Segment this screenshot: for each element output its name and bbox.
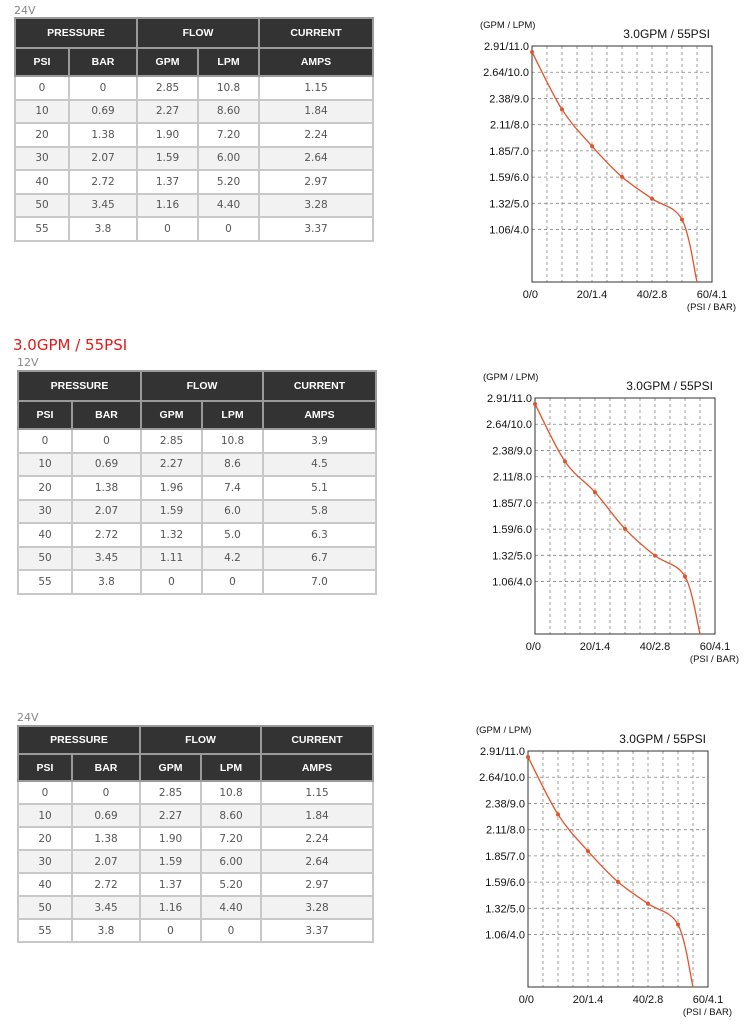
y-tick-label: 2.38/9.0: [489, 93, 529, 106]
cell: 0.69: [72, 453, 141, 477]
x-axis-label: (PSI / BAR): [682, 1007, 732, 1018]
cell: 1.37: [140, 873, 201, 896]
cell: 6.3: [263, 523, 376, 547]
cell: 0: [140, 919, 201, 942]
cell: 55: [18, 570, 72, 594]
cell: 1.96: [141, 476, 202, 500]
header-current: CURRENT: [263, 371, 376, 401]
cell: 4.40: [201, 896, 261, 919]
cell: 20: [15, 123, 69, 147]
cell: 30: [15, 147, 69, 171]
header-amps: AMPS: [259, 48, 373, 76]
cell: 2.72: [69, 170, 137, 194]
cell: 2.72: [72, 873, 140, 896]
y-tick-label: 2.38/9.0: [492, 445, 532, 458]
cell: 40: [15, 170, 69, 194]
cell: 6.0: [202, 500, 263, 524]
cell: 7.20: [198, 123, 259, 147]
cell: 2.24: [261, 827, 373, 850]
header-bar: BAR: [72, 401, 141, 429]
cell: 10: [15, 100, 69, 124]
data-point: [646, 902, 650, 906]
cell: 0: [18, 781, 72, 804]
header-amps: AMPS: [261, 754, 373, 781]
cell: 1.37: [137, 170, 198, 194]
y-tick-label: 1.06/4.0: [485, 929, 525, 942]
y-axis-label: (GPM / LPM): [483, 372, 539, 383]
y-tick-label: 1.32/5.0: [489, 198, 529, 211]
cell: 1.15: [261, 781, 373, 804]
cell: 5.8: [263, 500, 376, 524]
cell: 0: [137, 217, 198, 241]
cell: 3.8: [72, 919, 140, 942]
cell: 0.69: [69, 100, 137, 124]
y-tick-label: 2.91/11.0: [479, 746, 525, 758]
voltage-label: 24V: [14, 4, 36, 17]
cell: 1.90: [137, 123, 198, 147]
cell: 6.00: [201, 850, 261, 873]
header-lpm: LPM: [198, 48, 259, 76]
header-lpm: LPM: [201, 754, 261, 781]
x-tick-label: 40/2.8: [636, 289, 668, 301]
y-tick-label: 1.06/4.0: [492, 576, 532, 589]
cell: 10.8: [198, 76, 259, 100]
cell: 2.97: [259, 170, 373, 194]
cell: 0: [198, 217, 259, 241]
y-tick-label: 2.91/11.0: [483, 41, 529, 53]
cell: 1.15: [259, 76, 373, 100]
cell: 2.07: [72, 850, 140, 873]
y-tick-label: 1.32/5.0: [492, 550, 532, 563]
cell: 50: [18, 896, 72, 919]
cell: 0: [69, 76, 137, 100]
cell: 5.20: [198, 170, 259, 194]
cell: 6.7: [263, 547, 376, 571]
header-flow: FLOW: [140, 726, 261, 754]
cell: 5.1: [263, 476, 376, 500]
cell: 10: [18, 453, 72, 477]
header-gpm: GPM: [141, 401, 202, 429]
cell: 2.27: [137, 100, 198, 124]
cell: 55: [15, 217, 69, 241]
cell: 2.64: [261, 850, 373, 873]
cell: 50: [18, 547, 72, 571]
y-tick-label: 1.59/6.0: [492, 524, 532, 537]
cell: 2.24: [259, 123, 373, 147]
y-tick-label: 1.59/6.0: [485, 877, 525, 890]
cell: 3.28: [261, 896, 373, 919]
series-line: [528, 757, 693, 987]
cell: 1.59: [137, 147, 198, 171]
header-pressure: PRESSURE: [18, 726, 140, 754]
cell: 1.84: [261, 804, 373, 827]
cell: 20: [18, 476, 72, 500]
header-lpm: LPM: [202, 401, 263, 429]
cell: 4.40: [198, 194, 259, 218]
y-axis-label: (GPM / LPM): [476, 725, 532, 736]
cell: 2.07: [69, 147, 137, 171]
cell: 10.8: [202, 429, 263, 453]
page-title: 3.0GPM / 55PSI: [13, 336, 128, 354]
header-bar: BAR: [72, 754, 140, 781]
cell: 2.97: [261, 873, 373, 896]
cell: 1.16: [137, 194, 198, 218]
y-tick-label: 1.85/7.0: [485, 850, 525, 863]
cell: 30: [18, 500, 72, 524]
cell: 7.20: [201, 827, 261, 850]
x-tick-label: 0/0: [518, 994, 534, 1006]
cell: 2.27: [141, 453, 202, 477]
cell: 1.90: [140, 827, 201, 850]
cell: 0: [15, 76, 69, 100]
x-tick-label: 0/0: [522, 289, 538, 301]
cell: 0: [141, 570, 202, 594]
y-tick-label: 2.64/10.0: [486, 419, 532, 432]
cell: 3.45: [72, 547, 141, 571]
header-psi: PSI: [18, 754, 72, 781]
x-tick-label: 60/4.1: [696, 289, 728, 301]
cell: 2.85: [137, 76, 198, 100]
cell: 2.85: [141, 429, 202, 453]
cell: 2.64: [259, 147, 373, 171]
cell: 3.45: [69, 194, 137, 218]
header-pressure: PRESSURE: [18, 371, 141, 401]
header-current: CURRENT: [261, 726, 373, 754]
header-current: CURRENT: [259, 18, 373, 48]
y-tick-label: 2.11/8.0: [490, 119, 529, 132]
cell: 5.20: [201, 873, 261, 896]
chart-title: 3.0GPM / 55PSI: [626, 379, 713, 393]
cell: 3.9: [263, 429, 376, 453]
data-point: [556, 812, 560, 816]
cell: 1.11: [141, 547, 202, 571]
cell: 4.2: [202, 547, 263, 571]
data-point: [586, 849, 590, 853]
cell: 1.59: [141, 500, 202, 524]
header-psi: PSI: [18, 401, 72, 429]
cell: 8.60: [201, 804, 261, 827]
y-tick-label: 1.85/7.0: [492, 497, 532, 510]
data-point: [526, 755, 530, 759]
cell: 2.27: [140, 804, 201, 827]
y-tick-label: 2.11/8.0: [486, 824, 525, 837]
chart-title: 3.0GPM / 55PSI: [623, 27, 710, 41]
cell: 0: [72, 781, 140, 804]
cell: 0: [18, 429, 72, 453]
x-tick-label: 60/4.1: [699, 641, 731, 653]
y-tick-label: 1.59/6.0: [489, 172, 529, 185]
header-bar: BAR: [69, 48, 137, 76]
y-tick-label: 1.32/5.0: [485, 903, 525, 916]
cell: 20: [18, 827, 72, 850]
cell: 1.38: [72, 476, 141, 500]
cell: 1.84: [259, 100, 373, 124]
cell: 40: [18, 873, 72, 896]
cell: 3.37: [259, 217, 373, 241]
x-tick-label: 20/1.4: [579, 641, 611, 653]
cell: 5.0: [202, 523, 263, 547]
cell: 3.28: [259, 194, 373, 218]
cell: 1.38: [69, 123, 137, 147]
y-axis-label: (GPM / LPM): [480, 20, 536, 31]
cell: 40: [18, 523, 72, 547]
voltage-label: 12V: [17, 356, 39, 369]
header-flow: FLOW: [137, 18, 259, 48]
header-gpm: GPM: [137, 48, 198, 76]
cell: 3.8: [69, 217, 137, 241]
x-axis-label: (PSI / BAR): [686, 302, 736, 313]
cell: 8.6: [202, 453, 263, 477]
x-tick-label: 20/1.4: [576, 289, 608, 301]
cell: 0: [201, 919, 261, 942]
cell: 3.45: [72, 896, 140, 919]
y-tick-label: 2.38/9.0: [485, 798, 525, 811]
cell: 1.38: [72, 827, 140, 850]
cell: 3.37: [261, 919, 373, 942]
cell: 3.8: [72, 570, 141, 594]
cell: 10.8: [201, 781, 261, 804]
cell: 4.5: [263, 453, 376, 477]
cell: 6.00: [198, 147, 259, 171]
cell: 7.4: [202, 476, 263, 500]
cell: 50: [15, 194, 69, 218]
cell: 1.32: [141, 523, 202, 547]
y-tick-label: 2.91/11.0: [486, 393, 532, 405]
cell: 2.85: [140, 781, 201, 804]
x-tick-label: 20/1.4: [572, 994, 604, 1006]
header-psi: PSI: [15, 48, 69, 76]
cell: 8.60: [198, 100, 259, 124]
chart-title: 3.0GPM / 55PSI: [619, 732, 706, 746]
header-amps: AMPS: [263, 401, 376, 429]
voltage-label: 24V: [17, 711, 39, 724]
y-tick-label: 2.64/10.0: [483, 67, 529, 80]
data-point: [616, 880, 620, 884]
cell: 0: [72, 429, 141, 453]
cell: 55: [18, 919, 72, 942]
cell: 10: [18, 804, 72, 827]
x-tick-label: 0/0: [525, 641, 541, 653]
cell: 1.59: [140, 850, 201, 873]
cell: 0.69: [72, 804, 140, 827]
cell: 1.16: [140, 896, 201, 919]
x-axis-label: (PSI / BAR): [689, 654, 739, 665]
header-pressure: PRESSURE: [15, 18, 137, 48]
y-tick-label: 1.06/4.0: [489, 224, 529, 237]
cell: 0: [202, 570, 263, 594]
header-gpm: GPM: [140, 754, 201, 781]
cell: 2.07: [72, 500, 141, 524]
header-flow: FLOW: [141, 371, 263, 401]
x-tick-label: 40/2.8: [639, 641, 671, 653]
cell: 7.0: [263, 570, 376, 594]
cell: 30: [18, 850, 72, 873]
y-tick-label: 1.85/7.0: [489, 145, 529, 158]
x-tick-label: 40/2.8: [632, 994, 664, 1006]
data-point: [676, 923, 680, 927]
cell: 2.72: [72, 523, 141, 547]
x-tick-label: 60/4.1: [692, 994, 724, 1006]
y-tick-label: 2.11/8.0: [493, 471, 532, 484]
y-tick-label: 2.64/10.0: [479, 772, 525, 785]
